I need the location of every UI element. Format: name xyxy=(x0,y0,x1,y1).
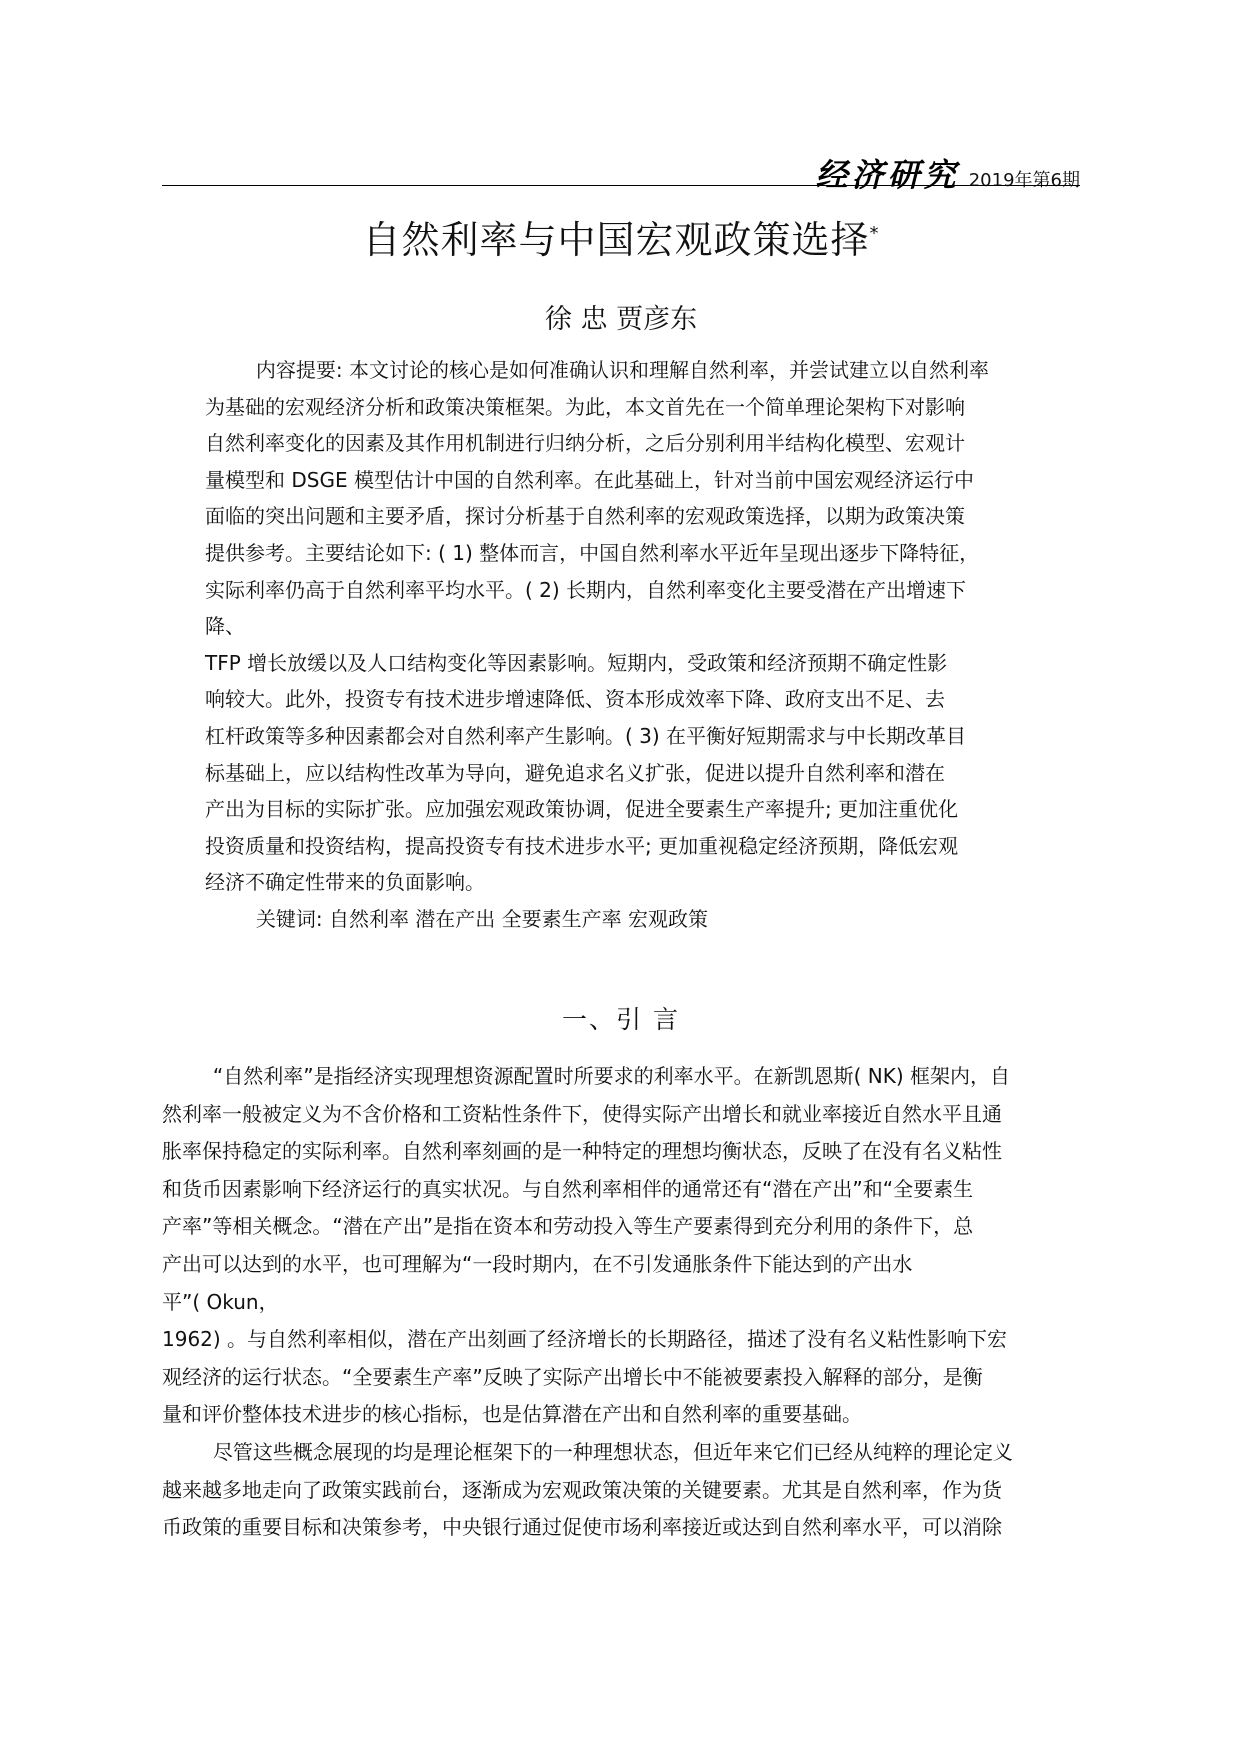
abstract-line: 标基础上，应以结构性改革为导向，避免追求名义扩张，促进以提升自然利率和潜在 xyxy=(205,760,945,785)
abstract-line: 产出为目标的实际扩张。应加强宏观政策协调，促进全要素生产率提升; 更加注重优化 xyxy=(205,797,959,822)
issue-number: 2019年第6期 xyxy=(968,170,1080,191)
body-line: 然利率一般被定义为不含价格和工资粘性条件下，使得实际产出增长和就业率接近自然水平且通 xyxy=(162,1101,1002,1126)
authors: 徐 忠 贾彦东 xyxy=(544,304,698,335)
body-line: 和货币因素影响下经济运行的真实状况。与自然利率相伴的通常还有“潜在产出”和“全要素生 xyxy=(162,1176,974,1201)
abstract-line: 自然利率变化的因素及其作用机制进行归纳分析，之后分别利用半结构化模型、宏观计 xyxy=(205,431,965,456)
abstract-line: 响较大。此外，投资专有技术进步增速降低、资本形成效率下降、政府支出不足、去 xyxy=(205,687,945,712)
body-line: 尽管这些概念展现的均是理论框架下的一种理想状态，但近年来它们已经从纯粹的理论定义 xyxy=(162,1439,1013,1464)
journal-name: 经济研究 xyxy=(815,156,960,194)
abstract-line: TFP 增长放缓以及人口结构变化等因素影响。短期内，受政策和经济预期不确定性影 xyxy=(205,650,948,675)
header-rule xyxy=(162,185,1080,186)
body-line: “自然利率”是指经济实现理想资源配置时所要求的利率水平。在新凯恩斯( NK) 框架内，自 xyxy=(162,1064,1010,1088)
article-title: 自然利率与中国宏观政策选择 xyxy=(362,218,870,262)
body-text xyxy=(162,1058,1080,1547)
body-line: 币政策的重要目标和决策参考，中央银行通过促使市场利率接近或达到自然利率水平，可以消除 xyxy=(162,1515,1002,1540)
body-line: 量和评价整体技术进步的核心指标，也是估算潜在产出和自然利率的重要基础。 xyxy=(162,1402,862,1427)
abstract-line: 为基础的宏观经济分析和政策决策框架。为此，本文首先在一个简单理论架构下对影响 xyxy=(205,394,965,419)
abstract-line: 内容提要: 本文讨论的核心是如何准确认识和理解自然利率，并尝试建立以自然利率 xyxy=(205,358,989,382)
abstract-line: 提供参考。主要结论如下: ( 1) 整体而言，中国自然利率水平近年呈现出逐步下降特征， xyxy=(205,540,980,565)
abstract-line: 实际利率仍高于自然利率平均水平。( 2) 长期内，自然利率变化主要受潜在产出增速下 xyxy=(205,577,967,602)
running-header xyxy=(162,150,1080,194)
body-line: 越来越多地走向了政策实践前台，逐渐成为宏观政策决策的关键要素。尤其是自然利率，作为货 xyxy=(162,1477,1002,1502)
abstract-line: 杠杆政策等多种因素都会对自然利率产生影响。( 3) 在平衡好短期需求与中长期改革目 xyxy=(205,723,967,748)
body-line: 1962) 。与自然利率相似，潜在产出刻画了经济增长的长期路径，描述了没有名义粘性影响下宏 xyxy=(162,1327,1008,1352)
article-title-block xyxy=(162,210,1080,270)
body-line: 产出可以达到的水平，也可理解为“一段时期内，在不引发通胀条件下能达到的产出水 xyxy=(162,1251,913,1276)
section-heading: 一、引 言 xyxy=(562,1005,680,1034)
abstract-line: 面临的突出问题和主要矛盾，探讨分析基于自然利率的宏观政策选择，以期为政策决策 xyxy=(205,504,965,529)
body-line: 平”( Okun， xyxy=(162,1289,279,1314)
abstract-line: 降、 xyxy=(205,614,245,639)
body-line: 产率”等相关概念。“潜在产出”是指在资本和劳动投入等生产要素得到充分利用的条件下，总 xyxy=(162,1214,974,1239)
abstract-line: 投资质量和投资结构，提高投资专有技术进步水平; 更加重视稳定经济预期，降低宏观 xyxy=(205,833,959,858)
abstract-line: 经济不确定性带来的负面影响。 xyxy=(205,870,485,895)
body-line: 观经济的运行状态。“全要素生产率”反映了实际产出增长中不能被要素投入解释的部分，是衡 xyxy=(162,1364,983,1389)
keywords-line: 关键词: 自然利率 潜在产出 全要素生产率 宏观政策 xyxy=(205,906,709,931)
abstract xyxy=(205,352,1045,938)
body-line: 胀率保持稳定的实际利率。自然利率刻画的是一种特定的理想均衡状态，反映了在没有名义粘性 xyxy=(162,1139,1002,1164)
title-footnote-mark: * xyxy=(869,223,880,244)
abstract-line: 量模型和 DSGE 模型估计中国的自然利率。在此基础上，针对当前中国宏观经济运行中 xyxy=(205,467,974,492)
